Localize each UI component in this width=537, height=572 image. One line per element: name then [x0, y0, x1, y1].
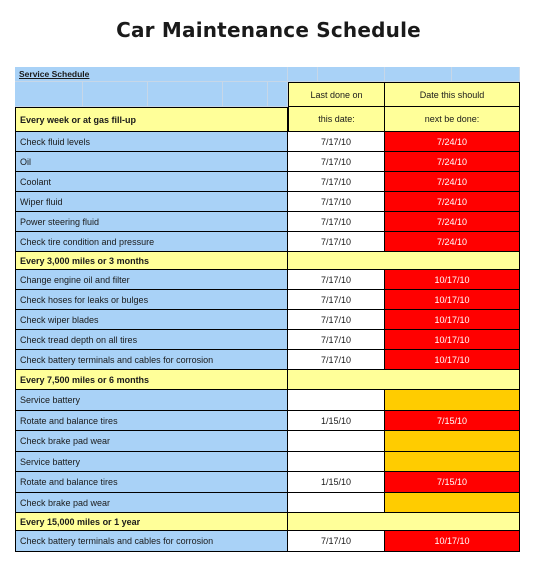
- next-due-cell: [385, 172, 520, 192]
- last-done-cell: [288, 290, 385, 310]
- section-3000-miles: [15, 252, 288, 270]
- task-cell: [15, 472, 288, 493]
- blank-cell: [288, 67, 318, 82]
- next-due-cell: [385, 270, 520, 290]
- task-label: Check hoses for leaks or bulges: [20, 294, 149, 305]
- last-done-cell: [288, 493, 385, 513]
- last-done-cell: [288, 132, 385, 152]
- last-done-cell: [288, 232, 385, 252]
- section-fill: [288, 370, 520, 390]
- last-done-cell: [288, 431, 385, 452]
- last-done-cell: [288, 390, 385, 411]
- last-done-cell: [288, 411, 385, 431]
- table-row: [15, 452, 520, 472]
- section-15000-miles: [15, 513, 288, 531]
- last-done-value: 7/17/10: [320, 314, 352, 325]
- last-done-header-line1: Last done on: [310, 89, 363, 100]
- section-weekly-label: Every week or at gas fill-up: [20, 114, 137, 125]
- next-due-value: 7/24/10: [436, 176, 468, 187]
- service-schedule-row: [15, 67, 520, 82]
- last-done-value: 7/17/10: [320, 294, 352, 305]
- table-row: [15, 132, 520, 152]
- next-due-value: 7/15/10: [436, 477, 468, 487]
- table-row: [15, 310, 520, 330]
- table-row: [15, 172, 520, 192]
- table-row: [15, 431, 520, 452]
- next-due-header: [385, 82, 520, 107]
- page-title: Car Maintenance Schedule: [116, 18, 421, 42]
- next-due-value: 10/17/10: [434, 274, 470, 285]
- blank-cell: [452, 67, 520, 82]
- task-label: Check battery terminals and cables for corrosion: [20, 536, 214, 546]
- task-cell: [15, 152, 288, 172]
- next-due-header-line1: Date this should: [419, 89, 485, 100]
- section-weekly: [15, 107, 288, 132]
- table-row: [15, 350, 520, 370]
- task-cell: [15, 310, 288, 330]
- section-row: [15, 513, 520, 531]
- section-fill: [288, 513, 520, 531]
- last-done-cell: [288, 192, 385, 212]
- last-done-value: 7/17/10: [320, 274, 352, 285]
- task-label: Check tread depth on all tires: [20, 334, 138, 345]
- task-label: Rotate and balance tires: [20, 415, 118, 426]
- blank-cell: [318, 67, 385, 82]
- next-due-cell: [385, 452, 520, 472]
- task-label: Service battery: [20, 456, 81, 467]
- next-due-cell: [385, 411, 520, 431]
- next-due-value: 10/17/10: [434, 334, 470, 345]
- last-done-value: 1/15/10: [320, 415, 352, 426]
- next-due-cell: [385, 152, 520, 172]
- task-label: Power steering fluid: [20, 216, 100, 227]
- next-due-cell: [385, 290, 520, 310]
- task-label: Check brake pad wear: [20, 436, 111, 446]
- next-due-value: 10/17/10: [434, 536, 470, 546]
- table-row: [15, 390, 520, 411]
- task-label: Change engine oil and filter: [20, 274, 130, 285]
- task-cell: [15, 431, 288, 452]
- table-row: [15, 330, 520, 350]
- blank-cell: [83, 82, 148, 107]
- next-due-cell: [385, 310, 520, 330]
- blank-cell: [223, 82, 268, 107]
- next-due-value: 7/24/10: [436, 196, 468, 207]
- next-due-cell: [385, 431, 520, 452]
- last-done-cell: [288, 212, 385, 232]
- blank-cell: [385, 67, 452, 82]
- last-done-cell: [288, 350, 385, 370]
- section-fill: [288, 252, 520, 270]
- next-due-cell: [385, 192, 520, 212]
- last-done-cell: [288, 152, 385, 172]
- section-7500-miles: [15, 370, 288, 390]
- last-done-value: 7/17/10: [320, 334, 352, 345]
- next-due-cell: [385, 531, 520, 552]
- task-cell: [15, 212, 288, 232]
- section-label: Every 15,000 miles or 1 year: [20, 516, 141, 527]
- next-due-value: 7/24/10: [436, 156, 468, 167]
- service-schedule-label: [15, 67, 288, 82]
- task-cell: [15, 330, 288, 350]
- task-cell: [15, 452, 288, 472]
- task-label: Check tire condition and pressure: [20, 236, 155, 247]
- last-done-header-line2: this date:: [318, 114, 355, 124]
- table-row: [15, 493, 520, 513]
- next-due-cell: [385, 472, 520, 493]
- next-due-value: 7/24/10: [436, 216, 468, 227]
- last-done-value: 7/17/10: [320, 536, 352, 546]
- section-row: [15, 370, 520, 390]
- blank-cell: [148, 82, 223, 107]
- last-done-value: 7/17/10: [320, 236, 352, 247]
- section-label: Every 7,500 miles or 6 months: [20, 374, 150, 385]
- last-done-cell: [288, 310, 385, 330]
- section-label: Every 3,000 miles or 3 months: [20, 255, 150, 266]
- task-cell: [15, 411, 288, 431]
- service-schedule-text: Service Schedule: [19, 69, 90, 79]
- task-cell: [15, 493, 288, 513]
- task-label: Service battery: [20, 395, 81, 405]
- task-cell: [15, 172, 288, 192]
- task-label: Check battery terminals and cables for corrosion: [20, 354, 214, 365]
- last-done-value: 7/17/10: [320, 216, 352, 227]
- next-due-cell: [385, 390, 520, 411]
- blank-cell: [15, 82, 83, 107]
- last-done-value: 7/17/10: [320, 156, 352, 167]
- next-due-cell: [385, 350, 520, 370]
- last-done-header-2: [288, 107, 385, 132]
- next-due-value: 10/17/10: [434, 354, 470, 365]
- task-label: Check fluid levels: [20, 136, 91, 147]
- last-done-cell: [288, 330, 385, 350]
- last-done-cell: [288, 531, 385, 552]
- table-row: [15, 232, 520, 252]
- section-row: [15, 252, 520, 270]
- last-done-value: 7/17/10: [320, 176, 352, 187]
- table-row: [15, 270, 520, 290]
- task-cell: [15, 350, 288, 370]
- last-done-value: 7/17/10: [320, 136, 352, 147]
- last-done-value: 1/15/10: [320, 477, 352, 487]
- next-due-header-2: [385, 107, 520, 132]
- next-due-value: 7/24/10: [436, 136, 468, 147]
- next-due-header-line2: next be done:: [424, 114, 480, 124]
- table-row: [15, 192, 520, 212]
- next-due-value: 10/17/10: [434, 294, 470, 305]
- next-due-value: 10/17/10: [434, 314, 470, 325]
- task-label: Oil: [20, 156, 31, 167]
- last-done-cell: [288, 452, 385, 472]
- maintenance-sheet: [15, 67, 520, 552]
- next-due-value: 7/24/10: [436, 236, 468, 247]
- table-row: [15, 531, 520, 552]
- task-cell: [15, 390, 288, 411]
- blank-cell: [268, 82, 288, 107]
- task-label: Coolant: [20, 176, 52, 187]
- task-cell: [15, 270, 288, 290]
- task-label: Wiper fluid: [20, 196, 63, 207]
- next-due-cell: [385, 493, 520, 513]
- table-row: [15, 290, 520, 310]
- last-done-cell: [288, 172, 385, 192]
- next-due-cell: [385, 212, 520, 232]
- task-cell: [15, 531, 288, 552]
- header-row-top: [15, 82, 520, 107]
- task-label: Check wiper blades: [20, 314, 99, 325]
- header-row-bottom: [15, 107, 520, 132]
- next-due-value: 7/15/10: [436, 415, 468, 426]
- next-due-cell: [385, 330, 520, 350]
- next-due-cell: [385, 232, 520, 252]
- last-done-value: 7/17/10: [320, 196, 352, 207]
- table-row: [15, 212, 520, 232]
- task-cell: [15, 290, 288, 310]
- last-done-cell: [288, 270, 385, 290]
- next-due-cell: [385, 132, 520, 152]
- last-done-value: 7/17/10: [320, 354, 352, 365]
- table-row: [15, 472, 520, 493]
- task-cell: [15, 132, 288, 152]
- table-row: [15, 152, 520, 172]
- table-row: [15, 411, 520, 431]
- last-done-cell: [288, 472, 385, 493]
- last-done-header: [288, 82, 385, 107]
- task-label: Check brake pad wear: [20, 497, 111, 508]
- task-cell: [15, 192, 288, 212]
- task-cell: [15, 232, 288, 252]
- task-label: Rotate and balance tires: [20, 477, 118, 487]
